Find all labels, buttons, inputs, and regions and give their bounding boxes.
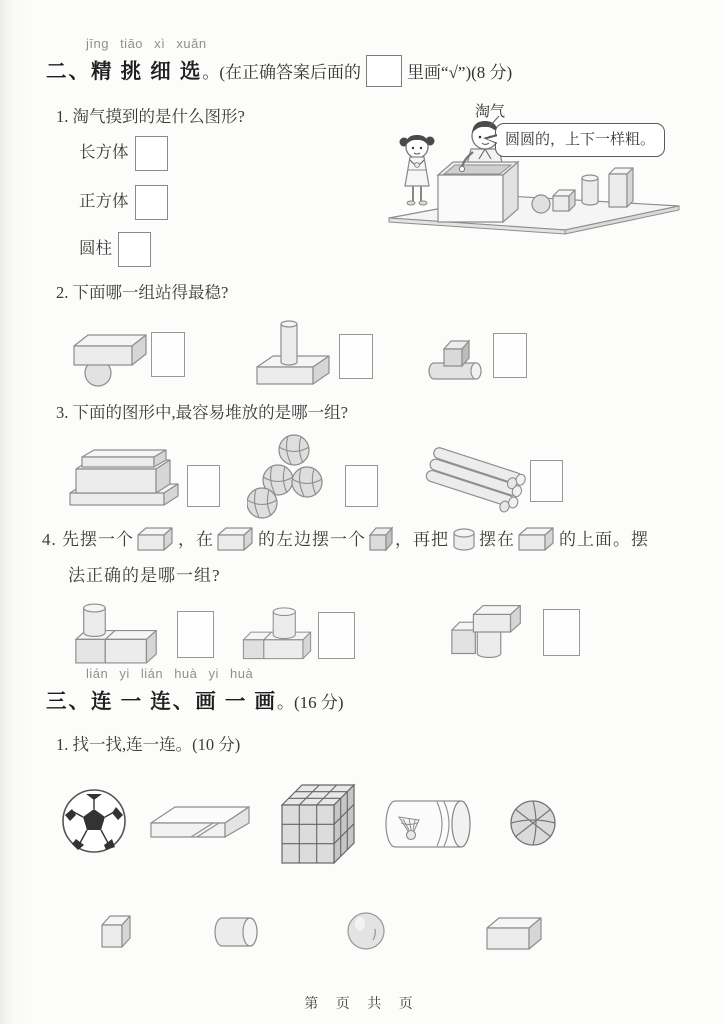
boy-name-label: 淘气 [475,104,506,120]
cylinder-on-cuboid-icon [251,317,337,387]
stacked-cuboids-icon [66,447,184,513]
q1-option-cube-label: 正方体 [79,191,129,211]
cuboid-on-sphere-icon [68,329,150,387]
q4-arrangement-3-icon [446,598,534,666]
q1-option-cylinder [79,232,151,267]
q1-answer-box-cube[interactable] [135,185,168,220]
q3-text: 3. 下面的图形中,最容易堆放的是哪一组? [56,403,348,422]
q1-option-cuboid-label: 长方体 [79,142,129,162]
shuttlecock-tube-icon [381,793,477,855]
q2-answer-box-3[interactable] [493,333,527,378]
header-answer-box[interactable] [366,55,402,87]
q3-answer-box-1[interactable] [187,465,220,507]
section3-number: 三、 [46,691,91,713]
q4-answer-box-3[interactable] [543,609,580,656]
q3-answer-box-2[interactable] [345,465,378,507]
q2-answer-box-1[interactable] [151,332,185,377]
cylinder-icon [451,527,477,552]
cuboid-icon [517,525,557,552]
q1-answer-box-cuboid[interactable] [135,136,168,171]
cylinder-icon [214,913,262,951]
section3-title: 连 一 连、画 一 画 [91,691,277,713]
q1-text: 1. 淘气摸到的是什么图形? [56,107,245,126]
q4-part5: 摆在 [479,530,515,549]
sphere-icon [346,909,388,953]
section2-title: 精 挑 细 选 [91,61,203,83]
q1-answer-box-cylinder[interactable] [118,232,151,267]
q2-text: 2. 下面哪一组站得最稳? [56,283,229,302]
speech-bubble: 圆圆的，上下一样粗。 [495,123,665,157]
section3-pinyin: lián yi lián huà yi huà [86,666,254,681]
s3-q1-text: 1. 找一找,连一连。(10 分) [56,735,241,754]
section2-instruction-pre: 。(在正确答案后面的 [202,63,362,82]
soccer-ball-icon [60,787,128,855]
section2-pinyin: jīng tiāo xì xuǎn [86,36,207,51]
q4-arrangement-1-icon [68,600,168,667]
section2-number: 二、 [46,61,91,83]
q1-option-cuboid [79,136,168,171]
q1-option-cube [79,185,168,220]
basketball-icon [507,797,559,849]
q1-option-cylinder-label: 圆柱 [79,238,112,258]
cube-icon [98,909,134,951]
cube-on-lying-cylinder-icon [424,335,488,381]
cuboid-icon [483,911,545,953]
rubiks-cube-icon [276,777,360,869]
q2-answer-box-2[interactable] [339,334,373,379]
section3-suffix: 。(16 分) [277,693,344,712]
q3-answer-box-3[interactable] [530,460,563,502]
section3-header [46,684,344,714]
kids-illustration [383,100,683,242]
q4-part1: 4. 先摆一个 [42,530,134,549]
section2-header [46,54,512,87]
pile-of-balls-icon [247,433,339,521]
cuboid-icon [216,525,256,552]
q4-arrangement-2-icon [240,604,320,662]
pencil-box-icon [143,799,255,851]
cube-icon [368,524,393,552]
q4-part6: 的上面。摆 [559,530,649,549]
q1-illustration [383,100,683,242]
section2-instruction-post: 里画“√”)(8 分) [407,63,513,82]
q4-part2: ，在 [178,530,214,549]
q4-part4: ，再把 [395,530,449,549]
q4-part3: 的左边摆一个 [258,530,366,549]
q4-answer-box-2[interactable] [318,612,355,659]
q4-text-line1 [42,524,649,552]
q4-text-line2: 法正确的是哪一组? [68,566,221,585]
bundle-of-cylinders-icon [420,444,528,524]
page-footer: 第 页 共 页 [304,997,420,1012]
q4-answer-box-1[interactable] [177,611,214,658]
cuboid-icon [136,525,176,552]
